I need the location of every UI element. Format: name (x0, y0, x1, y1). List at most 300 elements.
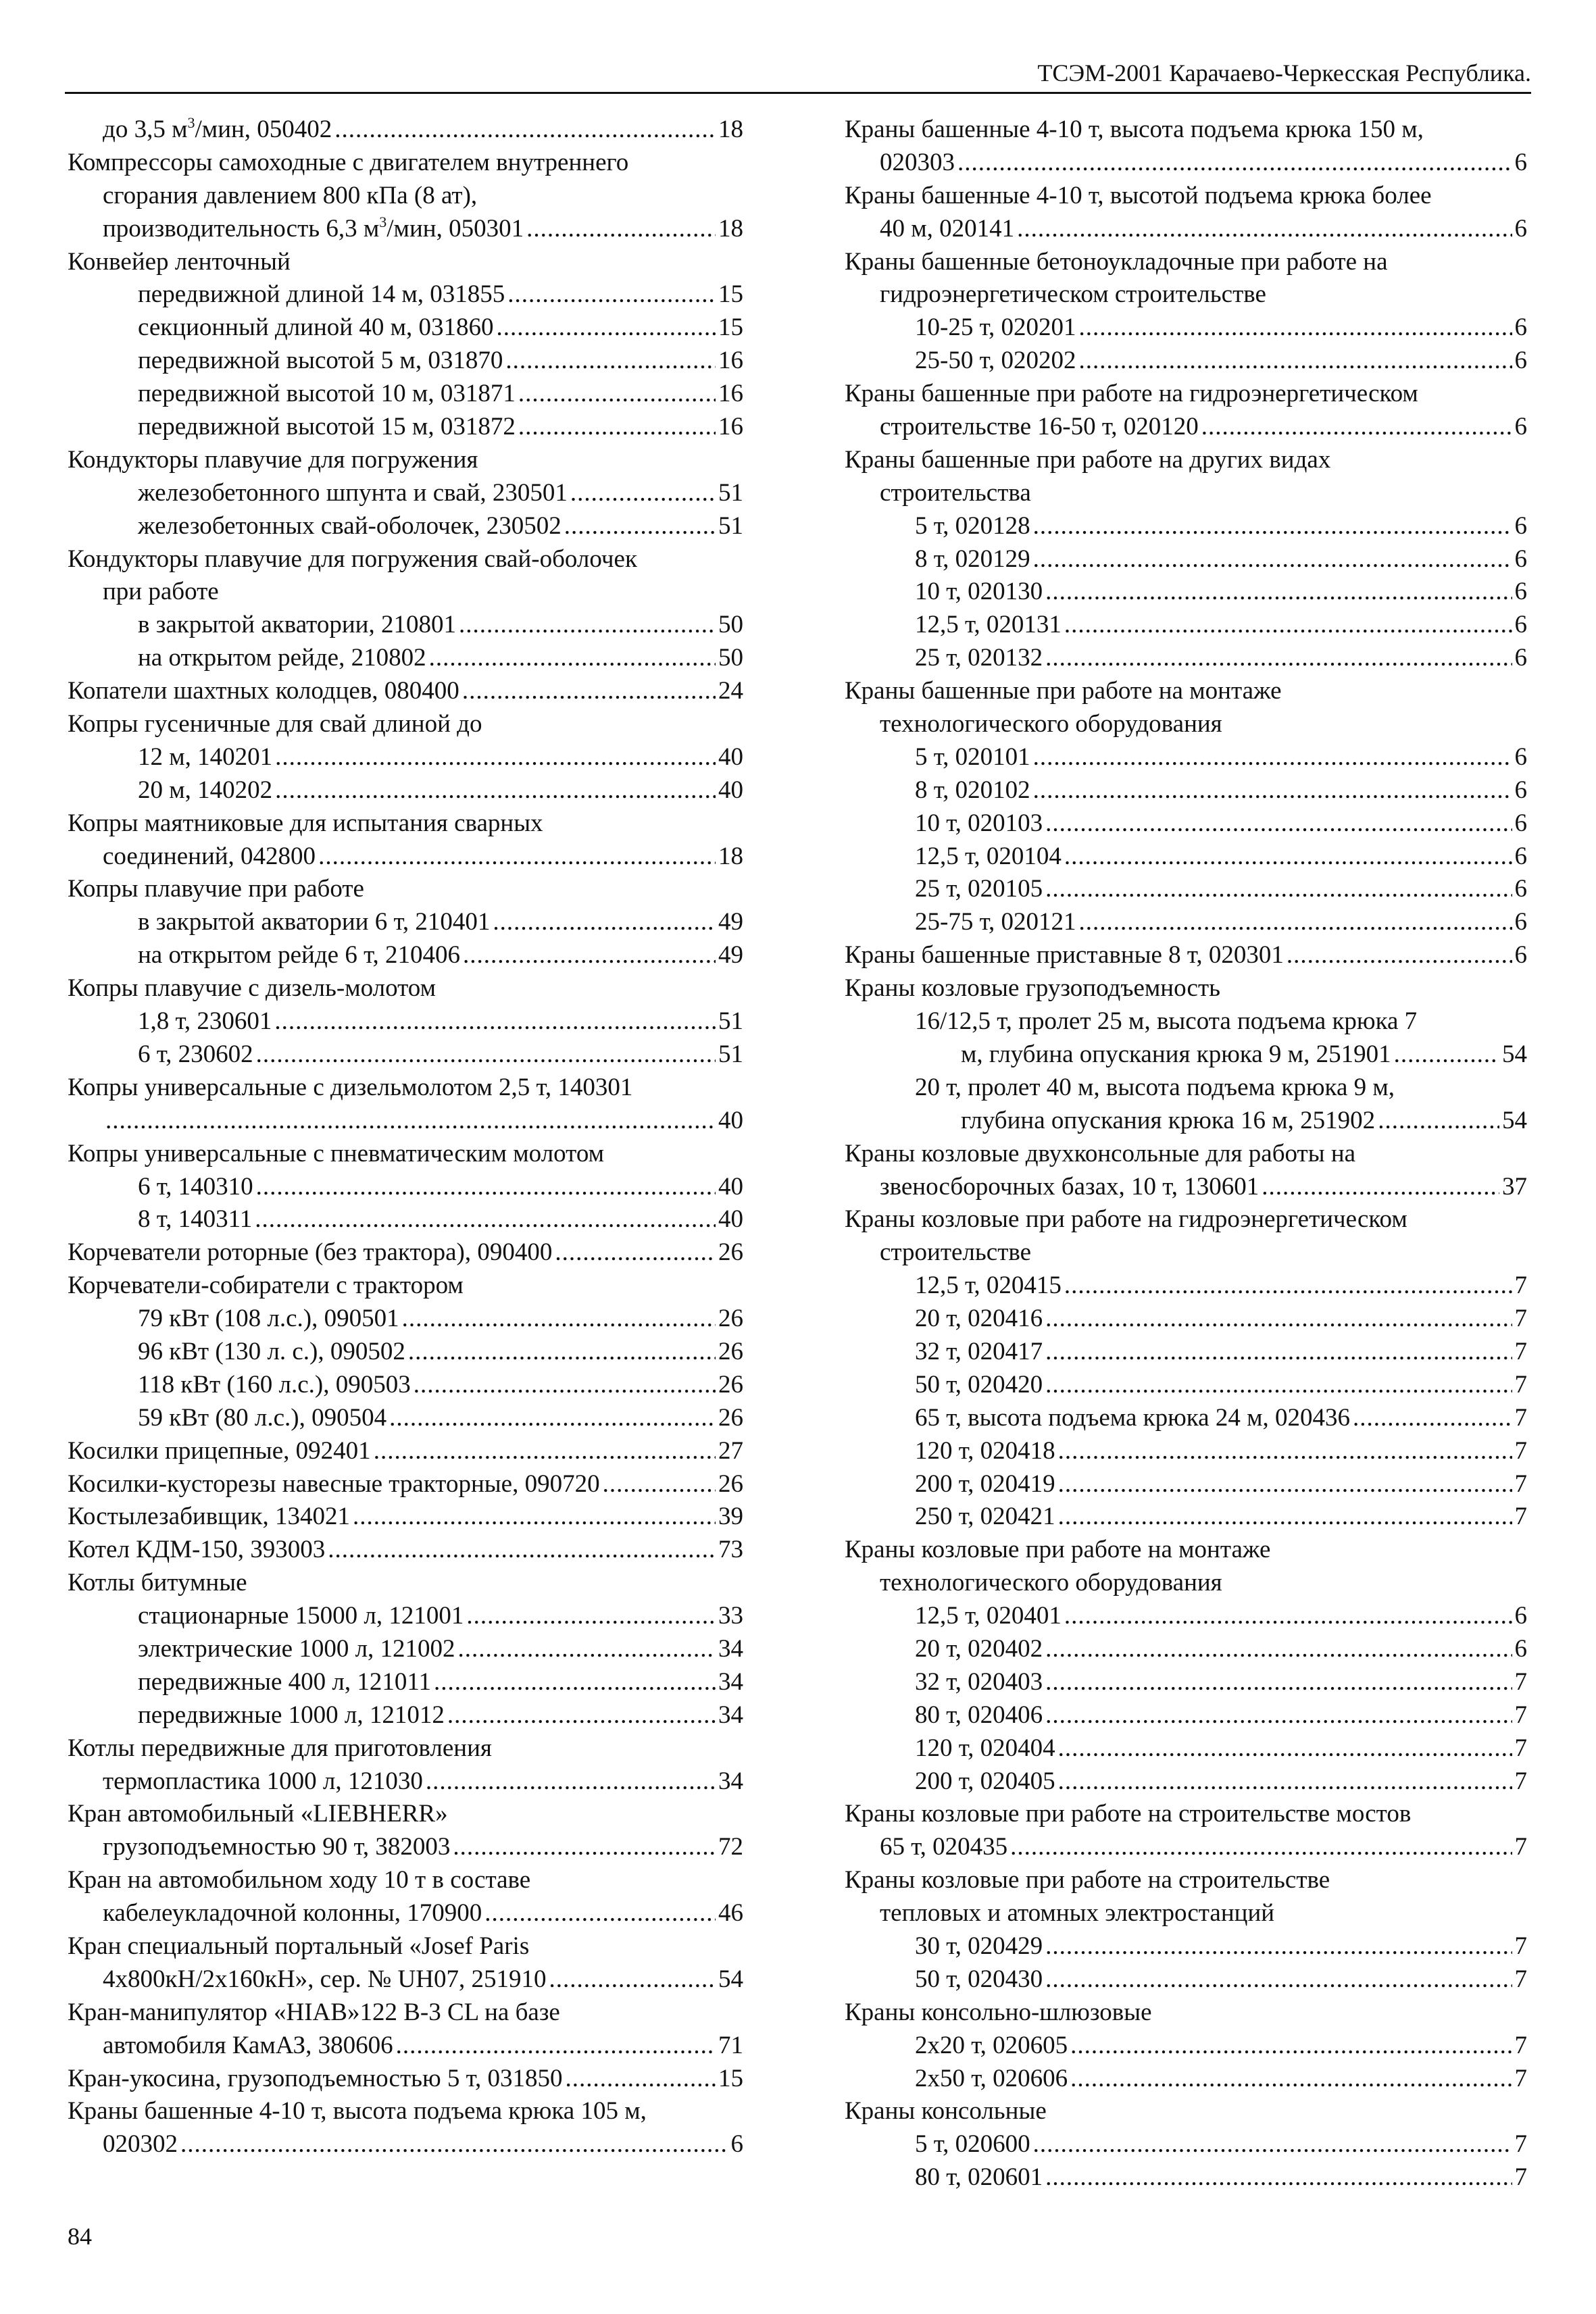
dot-leader (1045, 1336, 1512, 1369)
index-entry (845, 708, 1527, 741)
index-entry-page: 7 (1514, 1337, 1527, 1365)
index-entry-text: Копры универсальные с дизельмолотом 2,5 т, 140301 (68, 1073, 633, 1101)
index-entry-text: 2x50 т, 020606 (915, 2064, 1068, 2092)
index-entry (68, 246, 743, 279)
index-entry-text: передвижной высотой 10 м, 031871 (138, 380, 516, 408)
index-entry-text: Краны консольно-шлюзовые (845, 1998, 1152, 2026)
index-entry-text: 12,5 т, 020104 (915, 842, 1062, 870)
index-entry (845, 2063, 1527, 2096)
index-entry-page: 51 (718, 478, 743, 507)
index-entry (845, 345, 1527, 378)
dot-leader (389, 1402, 716, 1435)
dot-leader (1033, 543, 1512, 576)
dot-leader (570, 477, 716, 510)
index-entry-text: 20 м, 140202 (138, 776, 273, 804)
index-entry-text: 80 т, 020406 (915, 1701, 1043, 1729)
index-entry (845, 1171, 1527, 1204)
index-entry-page: 6 (1514, 743, 1527, 771)
index-entry-page: 6 (1514, 842, 1527, 870)
index-entry-text: Кран-манипулятор «HIAB»122 B-3 CL на базе (68, 1998, 560, 2026)
index-entry (845, 1600, 1527, 1633)
dot-leader (1262, 1171, 1499, 1204)
index-entry (845, 2030, 1527, 2063)
index-entry (68, 1138, 743, 1171)
index-entry (845, 873, 1527, 906)
dot-leader (275, 741, 716, 774)
index-entry-text: Корчеватели-собиратели с трактором (68, 1272, 464, 1300)
index-entry-text: 120 т, 020404 (915, 1734, 1055, 1762)
index-entry-text: Кран на автомобильном ходу 10 т в составе (68, 1866, 531, 1894)
dot-leader (549, 1963, 716, 1996)
index-entry (68, 213, 743, 246)
index-column-left (68, 114, 743, 2161)
index-entry-text: передвижной высотой 15 м, 031872 (138, 413, 516, 441)
dot-leader (434, 1666, 716, 1699)
dot-leader (275, 774, 716, 807)
index-entry (845, 444, 1527, 477)
index-entry (68, 1105, 743, 1138)
index-entry-text: 32 т, 020417 (915, 1337, 1043, 1365)
index-entry-page: 7 (1514, 1403, 1527, 1432)
index-entry (845, 1534, 1527, 1567)
index-entry-page: 16 (718, 347, 743, 375)
dot-leader (334, 114, 716, 147)
dot-leader (396, 2030, 716, 2063)
index-entry-page: 26 (718, 1337, 743, 1365)
dot-leader (1045, 1303, 1512, 1336)
index-entry-page: 54 (718, 1965, 743, 1993)
index-entry (845, 147, 1527, 180)
index-entry (68, 444, 743, 477)
dot-leader (462, 675, 716, 708)
index-entry-page: 6 (1514, 941, 1527, 970)
index-entry (68, 477, 743, 510)
index-entry (68, 906, 743, 939)
index-entry-text: 59 кВт (80 л.с.), 090504 (138, 1403, 387, 1432)
index-entry (845, 477, 1527, 510)
dot-leader (402, 1303, 716, 1336)
index-entry-page: 27 (718, 1436, 743, 1465)
index-entry (68, 1203, 743, 1236)
index-entry-page: 7 (1514, 2163, 1527, 2192)
dot-leader (458, 1633, 716, 1666)
index-entry (845, 1236, 1527, 1269)
index-entry-page: 26 (718, 1370, 743, 1399)
index-entry (68, 708, 743, 741)
dot-leader (1033, 510, 1512, 543)
index-entry-page: 33 (718, 1602, 743, 1630)
index-entry-text: на открытом рейде 6 т, 210406 (138, 941, 460, 970)
index-entry-page: 26 (718, 1238, 743, 1267)
index-entry-text: 118 кВт (160 л.с.), 090503 (138, 1370, 411, 1399)
dot-leader (1070, 2030, 1512, 2063)
dot-leader (1058, 1501, 1512, 1534)
index-entry-text: глубина опускания крюка 16 м, 251902 (961, 1106, 1376, 1134)
index-entry (68, 1831, 743, 1864)
index-entry (845, 1798, 1527, 1831)
index-entry (845, 1897, 1527, 1930)
index-entry (68, 1402, 743, 1435)
index-entry-text: 8 т, 140311 (138, 1205, 253, 1234)
index-entry-page: 6 (1514, 1634, 1527, 1663)
index-entry-page: 72 (718, 1833, 743, 1861)
index-entry (68, 1269, 743, 1303)
index-entry-text: 12 м, 140201 (138, 743, 273, 771)
index-entry-text: 6 т, 230602 (138, 1040, 253, 1068)
index-entry-text: в закрытой акватории, 210801 (138, 611, 456, 639)
index-entry (845, 1567, 1527, 1600)
index-entry (845, 642, 1527, 675)
index-entry-text: Краны башенные при работе на других видах (845, 445, 1331, 474)
index-entry (68, 510, 743, 543)
dot-leader (1045, 1633, 1512, 1666)
index-entry-text: Копры гусеничные для свай длиной до (68, 710, 482, 738)
index-entry-page: 49 (718, 908, 743, 936)
dot-leader (1378, 1105, 1499, 1138)
index-entry (845, 1038, 1527, 1072)
index-entry (845, 1666, 1527, 1699)
index-entry-text: стационарные 15000 л, 121001 (138, 1602, 464, 1630)
index-entry (845, 246, 1527, 279)
index-entry (845, 675, 1527, 708)
index-entry-text: передвижной высотой 5 м, 031870 (138, 347, 503, 375)
index-entry-text: 5 т, 020600 (915, 2130, 1030, 2159)
dot-leader (1353, 1402, 1512, 1435)
dot-leader (256, 1038, 716, 1072)
index-entry (68, 1996, 743, 2030)
index-entry-page: 26 (718, 1305, 743, 1333)
index-entry (845, 609, 1527, 642)
index-entry (845, 807, 1527, 840)
dot-leader (497, 311, 716, 345)
dot-leader (1045, 807, 1512, 840)
dot-leader (1064, 1269, 1512, 1303)
index-entry-text: 65 т, высота подъема крюка 24 м, 020436 (915, 1403, 1351, 1432)
index-entry-page: 54 (1502, 1106, 1527, 1134)
index-entry-text: строительства (880, 478, 1031, 507)
index-entry-page: 6 (730, 2130, 743, 2159)
index-entry-page: 7 (1514, 2064, 1527, 2092)
index-entry-page: 7 (1514, 1503, 1527, 1531)
dot-leader (1078, 906, 1512, 939)
dot-leader (105, 1105, 716, 1138)
index-entry-text: Копры плавучие с дизель-молотом (68, 974, 437, 1003)
index-entry-page: 51 (718, 511, 743, 540)
index-entry (845, 1468, 1527, 1501)
index-entry-page: 7 (1514, 1272, 1527, 1300)
index-entry-text: 40 м, 020141 (880, 214, 1015, 243)
index-entry (68, 278, 743, 311)
index-entry-page: 7 (1514, 1965, 1527, 1993)
index-entry (68, 1336, 743, 1369)
index-entry (845, 576, 1527, 609)
dot-leader (1010, 1831, 1512, 1864)
index-entry-text: при работе (103, 578, 219, 606)
index-entry (68, 1072, 743, 1105)
index-entry-text: Копры плавучие при работе (68, 875, 364, 903)
index-entry-text: Краны башенные бетоноукладочные при работе на (845, 247, 1388, 276)
index-entry-page: 40 (718, 1106, 743, 1134)
index-entry (845, 1864, 1527, 1897)
index-entry-text: Кран специальный портальный «Josef Paris (68, 1932, 530, 1960)
index-entry (68, 1567, 743, 1600)
dot-leader (256, 1171, 716, 1204)
index-entry (68, 345, 743, 378)
dot-leader (1064, 609, 1512, 642)
index-entry-page: 6 (1514, 809, 1527, 837)
index-entry-page: 6 (1514, 644, 1527, 672)
index-entry-page: 7 (1514, 1932, 1527, 1960)
dot-leader (328, 1534, 716, 1567)
index-entry-text: 8 т, 020129 (915, 545, 1030, 573)
index-entry-text: тепловых и атомных электростанций (880, 1899, 1275, 1928)
index-entry (845, 1005, 1527, 1038)
index-entry-page: 34 (718, 1701, 743, 1729)
index-entry-page: 6 (1514, 578, 1527, 606)
index-entry (845, 411, 1527, 444)
index-entry-text: 16/12,5 т, пролет 25 м, высота подъема крюка 7 (915, 1007, 1418, 1036)
index-entry-text: 20 т, 020402 (915, 1634, 1043, 1663)
index-entry (845, 114, 1527, 147)
index-entry-text: Кран автомобильный «LIEBHERR» (68, 1800, 448, 1828)
index-entry (845, 1369, 1527, 1402)
index-entry (68, 609, 743, 642)
index-entry (845, 510, 1527, 543)
index-entry-page: 7 (1514, 2031, 1527, 2059)
index-entry-page: 18 (718, 116, 743, 143)
index-entry (845, 1501, 1527, 1534)
index-entry-text: кабелеукладочной колонны, 170900 (103, 1899, 482, 1928)
index-entry-text: Краны козловые при работе на строительстве мостов (845, 1800, 1412, 1828)
index-entry-text: м, глубина опускания крюка 9 м, 251901 (961, 1040, 1391, 1068)
dot-leader (1045, 1963, 1512, 1996)
index-entry (68, 147, 743, 180)
index-entry (845, 378, 1527, 411)
index-entry (68, 2063, 743, 2096)
dot-leader (566, 2063, 716, 2096)
index-entry-text: 10 т, 020103 (915, 809, 1043, 837)
index-entry-page: 40 (718, 743, 743, 771)
index-entry (845, 774, 1527, 807)
index-entry-text: 20 т, 020416 (915, 1305, 1043, 1333)
index-entry (845, 1336, 1527, 1369)
index-entry-text: 32 т, 020403 (915, 1667, 1043, 1696)
index-entry (68, 1435, 743, 1468)
index-entry-text: 25-75 т, 020121 (915, 908, 1076, 936)
index-entry-page: 40 (718, 1205, 743, 1234)
index-entry-page: 16 (718, 380, 743, 408)
index-entry (68, 411, 743, 444)
index-entry-text: на открытом рейде, 210802 (138, 644, 426, 672)
index-entry-page: 7 (1514, 1734, 1527, 1762)
index-entry-text: железобетонного шпунта и свай, 230501 (138, 478, 568, 507)
index-entry-text: Котел КДМ-150, 393003 (68, 1536, 326, 1564)
index-entry (68, 1501, 743, 1534)
index-entry (68, 180, 743, 213)
dot-leader (1045, 576, 1512, 609)
index-entry-text: Конвейер ленточный (68, 247, 291, 276)
index-entry-text: до 3,5 $м^3$/мин, 050402 (103, 114, 332, 143)
index-entry-page: 7 (1514, 1436, 1527, 1465)
index-entry (845, 1269, 1527, 1303)
index-entry (68, 543, 743, 576)
dot-leader (1033, 774, 1512, 807)
index-entry-page: 37 (1502, 1172, 1527, 1201)
index-entry-text: 120 т, 020418 (915, 1436, 1055, 1465)
dot-leader (274, 1005, 716, 1038)
dot-leader (1078, 311, 1512, 345)
dot-leader (493, 906, 716, 939)
index-entry-text: Краны башенные 4-10 т, высота подъема крюка 105 м, (68, 2097, 647, 2126)
dot-leader (1064, 840, 1512, 874)
index-entry-text: 96 кВт (130 л. с.), 090502 (138, 1337, 405, 1365)
index-entry (68, 741, 743, 774)
index-entry-page: 6 (1514, 413, 1527, 441)
index-entry-text: 5 т, 020101 (915, 743, 1030, 771)
index-entry (68, 675, 743, 708)
index-entry-page: 6 (1514, 908, 1527, 936)
index-entry-page: 7 (1514, 2130, 1527, 2159)
index-entry-text: гидроэнергетическом строительстве (880, 280, 1266, 309)
index-entry (68, 1236, 743, 1269)
index-entry-page: 34 (718, 1767, 743, 1795)
index-entry-page: 24 (718, 677, 743, 705)
index-entry (68, 1666, 743, 1699)
index-entry-page: 15 (718, 280, 743, 309)
index-entry-page: 50 (718, 611, 743, 639)
index-entry-text: Кран-укосина, грузоподъемностью 5 т, 031850 (68, 2064, 563, 2092)
index-entry-page: 6 (1514, 545, 1527, 573)
index-entry (68, 1897, 743, 1930)
index-entry-text: 80 т, 020601 (915, 2163, 1043, 2192)
index-entry-text: Краны башенные при работе на гидроэнергетическом (845, 380, 1418, 408)
index-entry (845, 1699, 1527, 1732)
index-entry-text: Копры маятниковые для испытания сварных (68, 809, 543, 837)
index-entry-text: Косилки-кусторезы навесные тракторные, 090720 (68, 1469, 600, 1498)
index-entry-text: 12,5 т, 020401 (915, 1602, 1062, 1630)
index-entry (68, 576, 743, 609)
index-entry (845, 1303, 1527, 1336)
dot-leader (1017, 213, 1512, 246)
index-entry-page: 6 (1514, 1602, 1527, 1630)
index-entry-text: Кондукторы плавучие для погружения свай-оболочек (68, 545, 637, 573)
dot-leader (1058, 1435, 1512, 1468)
index-entry-text: соединений, 042800 (103, 842, 316, 870)
index-entry-text: Котлы битумные (68, 1569, 247, 1597)
index-entry-page: 6 (1514, 313, 1527, 342)
dot-leader (518, 378, 716, 411)
dot-leader (466, 1600, 716, 1633)
index-entry (68, 311, 743, 345)
index-entry-text: Копатели шахтных колодцев, 080400 (68, 677, 459, 705)
index-entry (845, 1633, 1527, 1666)
index-entry (68, 1369, 743, 1402)
dot-leader (957, 147, 1512, 180)
index-entry (68, 939, 743, 972)
index-entry (845, 1105, 1527, 1138)
index-entry (845, 2161, 1527, 2194)
index-entry-page: 6 (1514, 875, 1527, 903)
index-entry-page: 6 (1514, 347, 1527, 375)
index-entry-page: 6 (1514, 776, 1527, 804)
index-entry-text: сгорания давлением 800 кПа (8 ат), (103, 181, 478, 209)
index-entry-page: 7 (1514, 1767, 1527, 1795)
index-entry-text: Краны козловые при работе на гидроэнергетическом (845, 1205, 1407, 1234)
index-column-right (845, 114, 1527, 2194)
index-entry-page: 34 (718, 1634, 743, 1663)
index-entry-page: 50 (718, 644, 743, 672)
dot-leader (1078, 345, 1512, 378)
index-entry-page: 7 (1514, 1370, 1527, 1399)
index-entry-text: автомобиля КамАЗ, 380606 (103, 2031, 393, 2059)
index-entry (68, 1468, 743, 1501)
index-entry (845, 741, 1527, 774)
dot-leader (453, 1831, 716, 1864)
index-entry-text: 10-25 т, 020201 (915, 313, 1076, 342)
index-entry-text: 25 т, 020132 (915, 644, 1043, 672)
index-entry-page: 6 (1514, 148, 1527, 176)
index-entry-text: 8 т, 020102 (915, 776, 1030, 804)
index-entry (68, 1633, 743, 1666)
index-entry (68, 1798, 743, 1831)
dot-leader (1058, 1732, 1512, 1765)
dot-leader (426, 1765, 716, 1799)
dot-leader (414, 1369, 716, 1402)
dot-leader (429, 642, 716, 675)
index-entry-text: производительность 6,3 $м^3$/мин, 050301 (103, 213, 524, 243)
index-entry-text: 50 т, 020430 (915, 1965, 1043, 1993)
index-entry (845, 2095, 1527, 2128)
index-entry (845, 1963, 1527, 1996)
dot-leader (1045, 1369, 1512, 1402)
index-entry-text: строительстве (880, 1238, 1032, 1267)
index-entry-text: Костылезабивщик, 134021 (68, 1503, 350, 1531)
index-entry-page: 7 (1514, 1667, 1527, 1696)
dot-leader (1045, 2161, 1512, 2194)
index-entry-text: 200 т, 020419 (915, 1469, 1055, 1498)
index-entry-text: 020303 (880, 148, 955, 176)
index-entry-text: электрические 1000 л, 121002 (138, 1634, 455, 1663)
dot-leader (1045, 873, 1512, 906)
dot-leader (484, 1897, 716, 1930)
index-entry-page: 6 (1514, 611, 1527, 639)
dot-leader (459, 609, 716, 642)
dot-leader (1058, 1468, 1512, 1501)
index-entry-page: 40 (718, 776, 743, 804)
index-entry (845, 1930, 1527, 1963)
dot-leader (1045, 1666, 1512, 1699)
index-entry (845, 840, 1527, 874)
index-entry-text: 4x800кН/2x160кН», сер. № UH07, 251910 (103, 1965, 547, 1993)
index-entry (68, 1765, 743, 1799)
dot-leader (1045, 1930, 1512, 1963)
dot-leader (408, 1336, 716, 1369)
index-entry-text: 250 т, 020421 (915, 1503, 1055, 1531)
index-entry-page: 51 (718, 1040, 743, 1068)
page-number: 84 (68, 2223, 92, 2250)
index-entry (68, 2128, 743, 2161)
index-entry-text: 6 т, 140310 (138, 1172, 253, 1201)
dot-leader (526, 213, 716, 246)
index-entry-text: Котлы передвижные для приготовления (68, 1734, 492, 1762)
index-entry (68, 1963, 743, 1996)
index-entry-text: 1,8 т, 230601 (138, 1007, 272, 1036)
dot-leader (1394, 1038, 1499, 1072)
dot-leader (255, 1203, 716, 1236)
index-entry-text: Компрессоры самоходные с двигателем внутреннего (68, 148, 629, 176)
index-entry-text: 2x20 т, 020605 (915, 2031, 1068, 2059)
dot-leader (564, 510, 716, 543)
